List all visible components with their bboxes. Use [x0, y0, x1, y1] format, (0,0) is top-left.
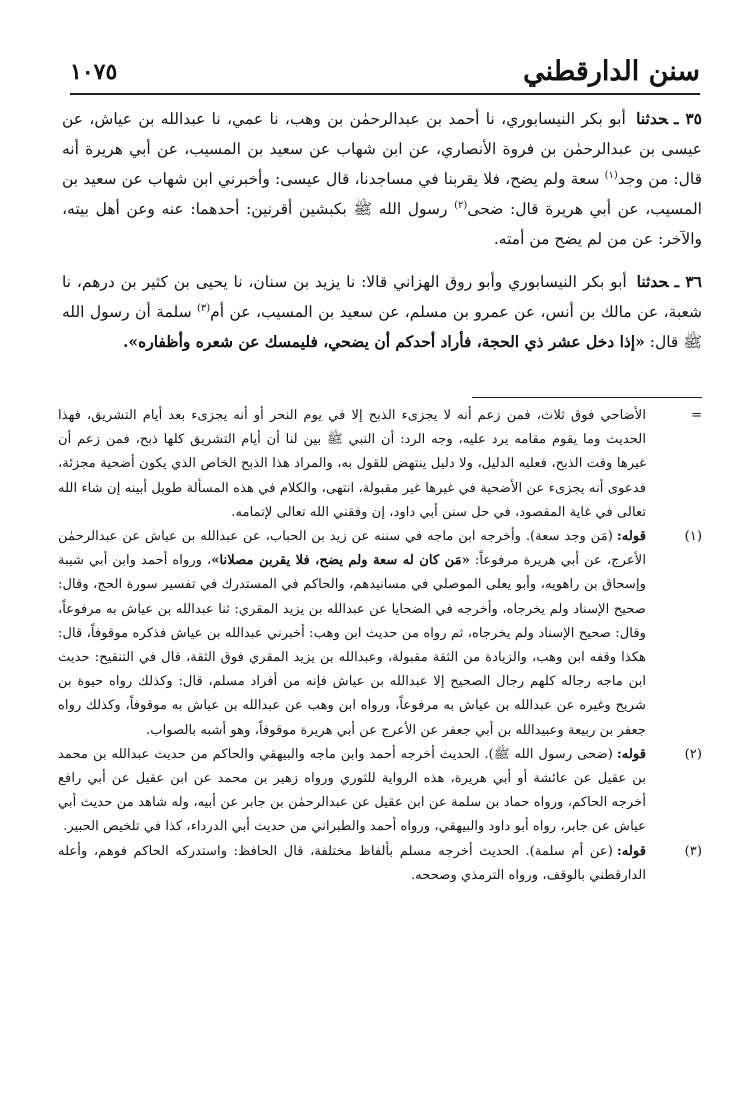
book-title: سنن الدارقطني: [523, 56, 700, 87]
hadith-35: [62, 104, 702, 254]
footnote-label: قوله:: [616, 529, 646, 545]
footnote-2: [58, 743, 702, 840]
hadith-36: [62, 267, 702, 357]
footnote-text: (عن أم سلمة). الحديث أخرجه مسلم بألفاظ مختلفة، قال الحافظ: واستدركه الحاكم فوهم، وأعله الدارقطني بالوقف، ورواه الترمذي وصححه.: [58, 843, 646, 883]
footnote-divider: [472, 397, 702, 398]
footnote-text: الأضاحي فوق ثلاث، فمن زعم أنه لا يجزىء الذبح إلا في يوم النحر أو أنه يجزىء بعد أيام التشريق، فهذا الحديث وما يقوم مقامه يرد عليه، وجه الرد: أن النبي ﷺ بين لنا أن أيام التشريق كلها ذبح، فمن زعم أن غيرها وقت الذبح، فعليه الدليل، ولا دليل ينتهض للقول به، والمراد هذا الذبح الخاص الذي يكون أضحية مجزئة، فدعوى أنه يجزىء عن الأضحية في غيرها غير مقبولة، انتهى، والكلام في هذه المسألة طويل أبينه إن شاء الله تعالى في غاية المقصود، في حل سنن أبي داود، إن وفقني الله تعالى لإتمامه.: [58, 408, 646, 520]
footnote-1: [58, 525, 702, 743]
page-header: [70, 52, 700, 92]
footnote-3: [58, 840, 702, 888]
hadith-text: سعة ولم يضح، فلا يقربنا في مساجدنا، قال عيسى: وأخبرني ابن شهاب عن سعيد بن المسيب، عن أبي هريرة قال: ضحى: [62, 170, 702, 218]
footnote-mark: (٣): [684, 843, 702, 859]
footnote-quote: «مَن كان له سعة ولم يضح، فلا يقربن مصلانا»: [211, 553, 470, 569]
hadith-opener: حدثنا: [636, 109, 668, 128]
hadith-text: أبو بكر النيسابوري، نا أحمد بن عبدالرحمٰن بن وهب، نا عمي، نا عبدالله بن عياش، عن عيسى بن عبدالرحمٰن بن فروة الأنصاري، عن ابن شهاب عن سعيد بن المسيب، عن أبي هريرة أنه قال: من وجد: [62, 110, 702, 188]
hadith-quote: «إذا دخل عشر ذي الحجة، فأراد أحدكم أن يضحي، فليمسك عن شعره وأظفاره».: [123, 332, 645, 351]
header-divider: [70, 93, 700, 95]
continuation-mark: =: [690, 408, 702, 423]
footnote-text: (مَن وجد سعة). وأخرجه ابن ماجه في سننه عن زيد بن الحباب، عن عبدالله بن عياش عن عبدالرحمٰن الأعرج، عن أبي هريرة مرفوعاً:: [58, 529, 646, 569]
footnote-mark: (١): [684, 529, 702, 545]
footnote-continuation: [58, 404, 702, 525]
footnote-text: ، ورواه أحمد وابن أبي شيبة وإسحاق بن راهويه، وأبو يعلى الموصلي في مسانيدهم، والحاكم في المستدرك في تفسير سورة الحج، وقال: صحيح الإسناد ولم يخرجاه، وأخرجه في الضحايا عن عبدالله بن يزيد المقري: ثنا عبدالله بن عياش به مرفوعاً، وقال: صحيح الإسناد ولم يخرجاه، ثم رواه من حديث ابن وهب: أخبرني عبدالله بن عياش فذكره موقوفاً، قال: هكذا وقفه ابن وهب، والزيادة من الثقة مقبولة، وعبدالله بن يزيد المقري فوق الثقة، قال في التنقيح: حديث ابن ماجه رجاله كلهم رجال الصحيح إلا عبدالله بن عياش فإنه من أفراد مسلم، قال: وكذلك رواه حيوة بن شريح وغيره عن عبدالله بن عياش به مرفوعاً، ورواه ابن وهب عن عبدالله بن عياش به موقوفاً، وكذلك رواه جعفر بن ربيعة وعبيدالله بن أبي جعفر عن الأعرج عن أبي هريرة موقوفاً، وهو أشبه بالصواب.: [58, 553, 646, 738]
footnote-mark: (٢): [684, 746, 702, 762]
hadith-opener: حدثنا: [636, 272, 669, 291]
hadith-text: رسول الله ﷺ بكبشين أقرنين: أحدهما: عنه وعن أهل بيته، والآخر: عن من لم يضح من أمته.: [62, 200, 702, 248]
page-number: ١٠٧٥: [70, 59, 118, 85]
footnote-ref-1[interactable]: (١): [604, 169, 618, 181]
footnote-text: (ضحى رسول الله ﷺ). الحديث أخرجه أحمد وابن ماجه والبيهقي والحاكم من حديث عبدالله بن محمد بن عقيل عن عائشة أو أبي هريرة، هذه الرواية للثوري ورواه زهير بن محمد عن ابن عقيل عن أبي رافع أخرجه الحاكم، ورواه حماد بن سلمة عن ابن عقيل عن عبدالرحمٰن بن جابر عن أبيه، وله شاهد من حديث أبي عياش عن جابر، رواه أبو داود والبيهقي، ورواه أحمد والطبراني من حديث أبي الدرداء، كذا في تلخيص الحبير.: [58, 746, 646, 835]
hadith-text: أبو بكر النيسابوري وأبو روق الهزاني قالا: نا يزيد بن سنان، نا يحيى بن كثير بن درهم، نا شعبة، عن مالك بن أنس، عن عمرو بن مسلم، عن سعيد بن المسيب، عن أم: [62, 273, 702, 321]
main-text: [62, 104, 702, 370]
hadith-text: سلمة أن رسول الله ﷺ قال:: [62, 303, 702, 351]
footnotes: [58, 404, 702, 888]
footnote-ref-3[interactable]: (٣): [196, 302, 211, 314]
footnote-ref-2[interactable]: (٢): [454, 199, 468, 211]
hadith-number: ٣٥ ـ: [673, 109, 703, 128]
footnote-label: قوله:: [616, 746, 646, 762]
hadith-number: ٣٦ ـ: [674, 272, 703, 291]
footnote-label: قوله:: [616, 843, 646, 859]
